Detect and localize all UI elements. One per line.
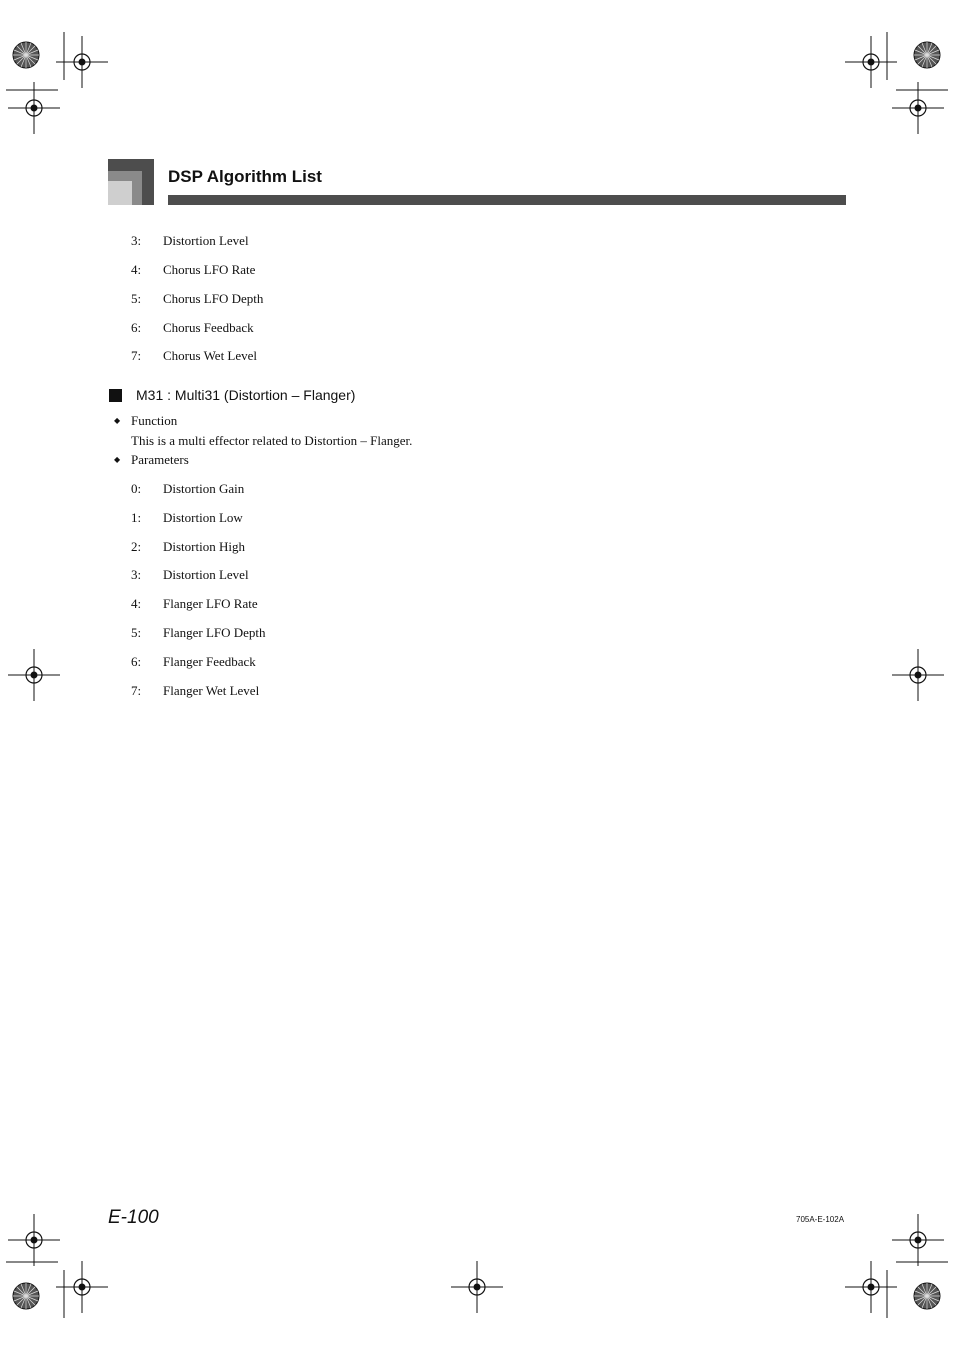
section-title: M31 : Multi31 (Distortion – Flanger) <box>136 387 356 403</box>
page-number: E-100 <box>108 1207 159 1228</box>
diamond-bullet-icon: ◆ <box>114 416 121 425</box>
parameters-label: Parameters <box>131 452 189 467</box>
top-left-disc <box>13 42 39 68</box>
document-code: 705A-E-102A <box>796 1215 845 1224</box>
header-tab-graphic <box>108 159 154 205</box>
function-description: This is a multi effector related to Distortion – Flanger. <box>131 433 413 448</box>
header-rule <box>168 195 846 205</box>
bottom-left-disc <box>13 1283 39 1309</box>
registration-marks <box>8 36 944 1313</box>
top-right-disc <box>914 42 940 68</box>
bottom-right-disc <box>914 1283 940 1309</box>
function-label: Function <box>131 413 178 428</box>
crop-lines <box>6 32 948 1318</box>
diamond-bullet-icon: ◆ <box>114 455 121 464</box>
section-square-icon <box>109 389 122 402</box>
page-title: DSP Algorithm List <box>168 167 322 186</box>
